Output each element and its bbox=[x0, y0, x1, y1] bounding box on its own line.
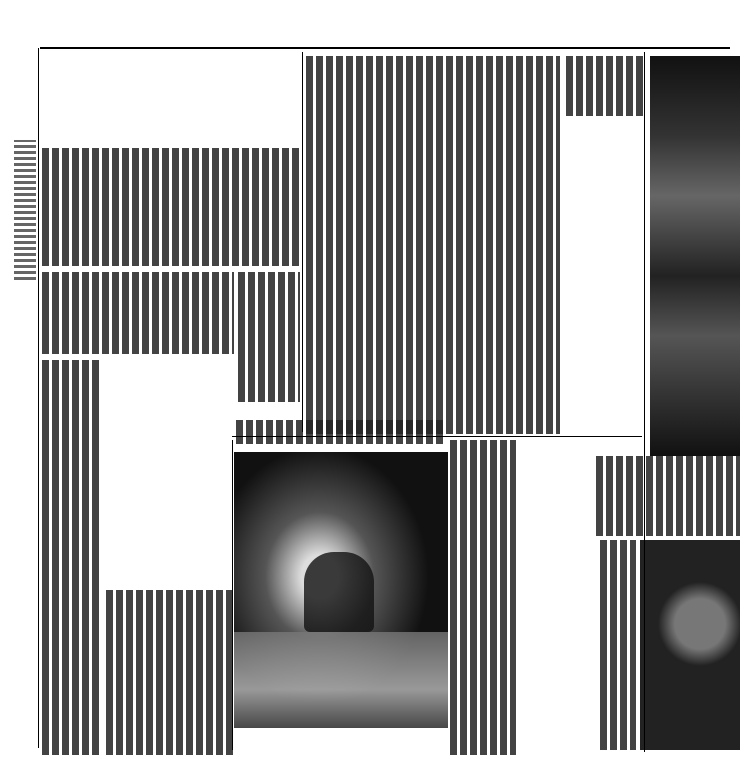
left-body-text-4 bbox=[42, 360, 102, 755]
right-caption-text bbox=[596, 456, 740, 536]
left-body-text-5 bbox=[106, 590, 234, 755]
left-body-text-3 bbox=[238, 272, 300, 402]
column-rule-3 bbox=[644, 52, 645, 752]
flood-photo bbox=[234, 452, 448, 728]
left-body-text-2 bbox=[42, 272, 234, 354]
lower-center-body-text-1 bbox=[450, 440, 516, 755]
upper-body-text bbox=[306, 56, 560, 434]
left-border bbox=[38, 48, 39, 748]
right-photo-bottom bbox=[640, 540, 740, 750]
right-photo-top bbox=[650, 56, 740, 456]
left-body-text-1 bbox=[42, 148, 300, 266]
column-rule-1 bbox=[302, 52, 303, 432]
lower-left-body-text bbox=[236, 420, 446, 444]
column-rule-2 bbox=[232, 440, 233, 750]
lower-center-body-text-2 bbox=[600, 540, 636, 750]
top-right-body-text bbox=[566, 56, 646, 116]
left-edge-text bbox=[14, 140, 36, 280]
masthead bbox=[40, 22, 730, 46]
masthead-rule bbox=[40, 47, 730, 49]
photo-ground bbox=[234, 632, 448, 728]
photo-figure bbox=[304, 552, 374, 632]
section-rule bbox=[232, 436, 642, 437]
